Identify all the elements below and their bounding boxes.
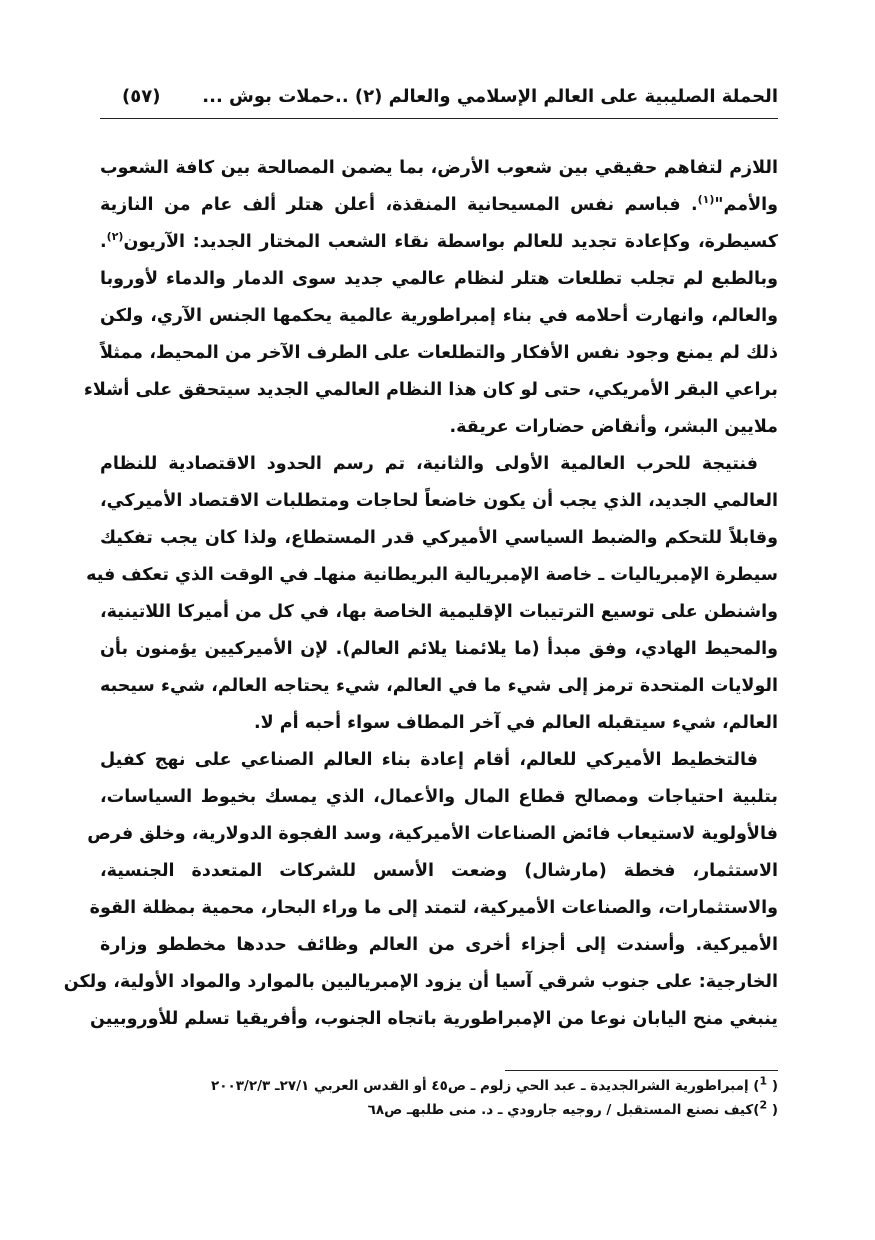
text-line: فنتيجة للحرب العالمية الأولى والثانية، تم رسم الحدود الاقتصادية للنظام [100, 454, 758, 474]
footnote-text: إمبراطورية الشرالجديدة ـ عبد الحي زلوم ـ ص٤٥ أو القدس العربي ٢٧/١ـ ٢٠٠٣/٢/٣ [210, 1078, 754, 1094]
header-title: الحملة الصليبية على العالم الإسلامي والعالم (٢) ..حملات بوش ... [202, 86, 778, 107]
text-line: الخارجية: على جنوب شرقي آسيا أن يزود الإمبرياليين بالموارد والمواد الأولية، ولكن [63, 972, 778, 992]
footnote-number: 1 [759, 1074, 768, 1088]
text-line: ينبغي منح اليابان نوعا من الإمبراطورية باتجاه الجنوب، وأفريقيا تسلم للأوروبيين [90, 1009, 778, 1029]
footnote-text: كيف نصنع المستقبل / روجيه جارودي ـ د. منى طلبهـ ص٦٨ [367, 1102, 754, 1118]
text-line [100, 224, 778, 261]
text-line: واشنطن على توسيع الترتيبات الإقليمية الخاصة بها، في كل من أميركا اللاتينية، [100, 602, 778, 622]
footnote-ref[interactable]: (١) [697, 193, 715, 207]
text-line: بتلبية احتياجات ومصالح قطاع المال والأعمال، الذي يمسك بخيوط السياسات، [100, 787, 778, 807]
text-line: اللازم لتفاهم حقيقي بين شعوب الأرض، بما يضمن المصالحة بين كافة الشعوب [100, 158, 778, 178]
footnote-2 [367, 1098, 778, 1118]
text-line: فالتخطيط الأميركي للعالم، أقام إعادة بناء العالم الصناعي على نهج كفيل [100, 750, 758, 770]
paragraph [86, 446, 778, 742]
footnote-paren: ) [753, 1078, 760, 1094]
paragraph [63, 742, 778, 1038]
text-line: الولايات المتحدة ترمز إلى شيء ما في العالم، شيء يحتاجه العالم، شيء سيحبه [100, 676, 778, 696]
text-line: وبالطبع لم تجلب تطلعات هتلر لنظام عالمي جديد سوى الدمار والدماء لأوروبا [100, 269, 778, 289]
text-line: سيطرة الإمبرياليات ـ خاصة الإمبريالية البريطانية منهاـ في الوقت الذي تعكف فيه [86, 565, 778, 585]
paragraph [83, 150, 778, 446]
text-line: والعالم، وانهارت أحلامه في بناء إمبراطورية عالمية يحكمها الجنس الآري، ولكن [100, 306, 778, 326]
text-segment: كسيطرة، وكإعادة تجديد للعالم بواسطة نقاء الشعب المختار الجديد: الآريون [123, 232, 778, 252]
text-line: الاستثمار، فخطة (مارشال) وضعت الأسس للشركات المتعددة الجنسية، [100, 861, 778, 881]
header-rule [100, 118, 778, 119]
running-header [100, 84, 778, 114]
text-line: العالم، شيء سيتقبله العالم في آخر المطاف سواء أحبه أم لا. [254, 713, 778, 733]
footnote-paren: ( [767, 1102, 778, 1118]
footnote-ref[interactable]: (٢) [106, 230, 124, 244]
text-line: وقابلاً للتحكم والضبط السياسي الأميركي قدر المستطاع، ولذا كان يجب تفكيك [100, 528, 778, 548]
text-segment: . فباسم نفس المسيحانية المنقذة، أعلن هتلر ألف عام من النازية [100, 195, 698, 215]
footnote-paren: ) [753, 1102, 760, 1118]
text-line: ملايين البشر، وأنقاض حضارات عريقة. [449, 417, 778, 437]
text-line: براعي البقر الأمريكي، حتى لو كان هذا النظام العالمي الجديد سيتحقق على أشلاء [83, 380, 778, 400]
text-line: العالمي الجديد، الذي يجب أن يكون خاضعاً لحاجات ومتطلبات الاقتصاد الأميركي، [100, 491, 778, 511]
text-line: الأميركية. وأسندت إلى أجزاء أخرى من العالم وظائف حددها مخططو وزارة [100, 935, 778, 955]
footnote-1 [210, 1074, 778, 1094]
text-segment: والأمم" [714, 195, 778, 215]
text-line: والمحيط الهادي، وفق مبدأ (ما يلائمنا يلائم العالم). لإن الأميركيين يؤمنون بأن [100, 639, 778, 659]
text-line: والاستثمارات، والصناعات الأميركية، لتمتد إلى ما وراء البحار، محمية بمظلة القوة [89, 898, 778, 918]
text-line: ذلك لم يمنع وجود نفس الأفكار والتطلعات على الطرف الآخر من المحيط، ممثلاً [100, 343, 778, 363]
text-segment: . [100, 232, 107, 252]
page-number: (٥٧) [122, 86, 161, 107]
text-line: فالأولوية لاستيعاب فائض الصناعات الأميركية، وسد الفجوة الدولارية، وخلق فرص [87, 824, 778, 844]
footnote-separator [505, 1070, 778, 1071]
footnote-number: 2 [759, 1098, 768, 1112]
footnote-paren: ( [767, 1078, 778, 1094]
body-text [63, 150, 778, 1038]
text-line [100, 187, 778, 224]
